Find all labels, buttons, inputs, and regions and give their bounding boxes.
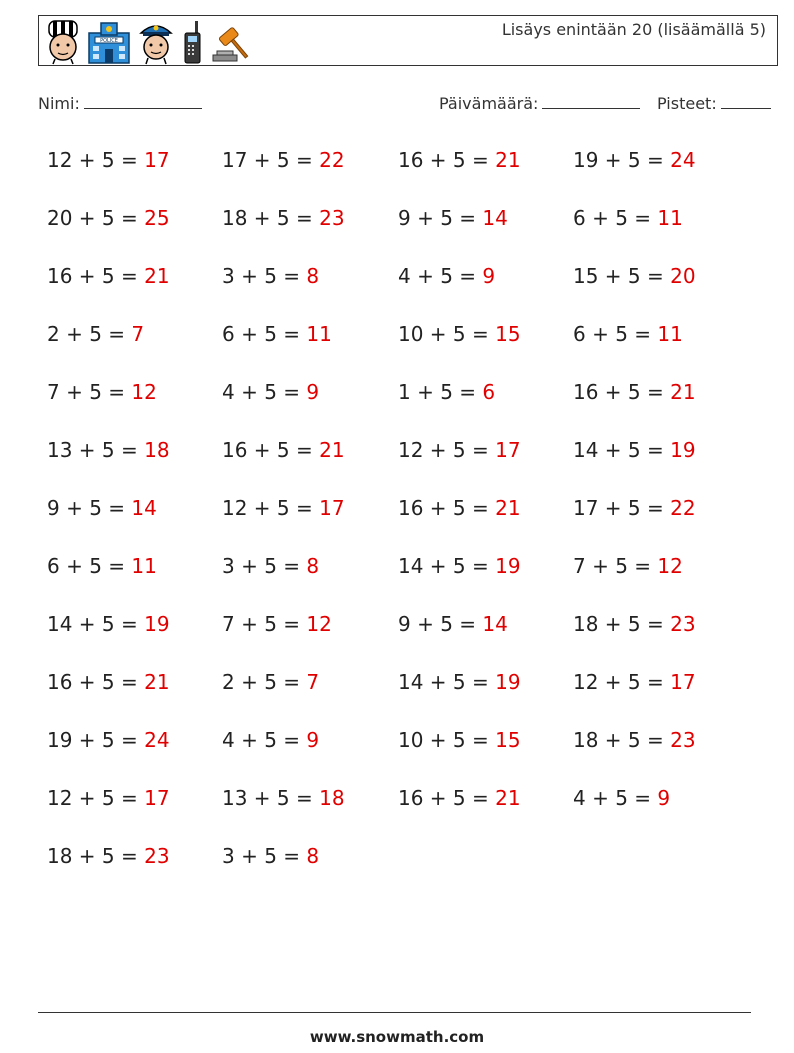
problem-question: 16 + 5 =	[222, 438, 313, 462]
problem-answer: 17	[495, 438, 521, 462]
footer-site: www.snowmath.com	[309, 1028, 485, 1046]
police-sign-text: POLICE	[100, 38, 118, 44]
problem-question: 6 + 5 =	[573, 206, 652, 230]
problem-item	[222, 670, 319, 694]
problem-answer: 19	[144, 612, 170, 636]
problem-item	[573, 612, 696, 636]
problem-question: 3 + 5 =	[222, 264, 301, 288]
problem-answer: 11	[131, 554, 157, 578]
problem-answer: 23	[670, 728, 696, 752]
problem-answer: 19	[670, 438, 696, 462]
problem-item	[47, 786, 170, 810]
problem-answer: 21	[144, 670, 170, 694]
problem-question: 6 + 5 =	[47, 554, 126, 578]
problem-question: 18 + 5 =	[573, 728, 664, 752]
problem-answer: 12	[131, 380, 157, 404]
problem-item	[573, 786, 670, 810]
problem-question: 12 + 5 =	[398, 438, 489, 462]
problem-question: 18 + 5 =	[222, 206, 313, 230]
problem-answer: 21	[495, 148, 521, 172]
problem-item	[222, 380, 319, 404]
problem-item	[573, 670, 696, 694]
problem-question: 3 + 5 =	[222, 554, 301, 578]
problem-question: 7 + 5 =	[573, 554, 652, 578]
problem-question: 12 + 5 =	[573, 670, 664, 694]
name-blank[interactable]	[84, 94, 202, 109]
problem-answer: 17	[670, 670, 696, 694]
problem-answer: 23	[144, 844, 170, 868]
problem-question: 12 + 5 =	[47, 786, 138, 810]
problem-answer: 8	[306, 264, 320, 288]
problem-question: 9 + 5 =	[398, 206, 477, 230]
problem-answer: 15	[495, 728, 521, 752]
date-field	[439, 94, 640, 113]
problem-answer: 14	[482, 206, 508, 230]
problem-answer: 21	[495, 786, 521, 810]
problem-answer: 11	[657, 322, 683, 346]
problem-item	[222, 322, 332, 346]
problem-question: 12 + 5 =	[222, 496, 313, 520]
problem-answer: 9	[657, 786, 671, 810]
problem-answer: 23	[319, 206, 345, 230]
walkie-talkie-icon	[181, 19, 203, 65]
problem-item	[222, 844, 319, 868]
gavel-icon	[209, 19, 257, 65]
problem-question: 4 + 5 =	[398, 264, 477, 288]
problem-question: 4 + 5 =	[573, 786, 652, 810]
problem-item	[47, 728, 170, 752]
prisoner-icon	[45, 19, 81, 65]
problem-item	[573, 438, 696, 462]
problem-answer: 8	[306, 844, 320, 868]
problem-answer: 21	[144, 264, 170, 288]
problem-question: 7 + 5 =	[222, 612, 301, 636]
worksheet-header	[38, 15, 778, 66]
problem-item	[222, 786, 345, 810]
problem-item	[222, 612, 332, 636]
problem-item	[398, 554, 521, 578]
problem-question: 6 + 5 =	[573, 322, 652, 346]
problem-item	[47, 264, 170, 288]
problem-answer: 9	[306, 380, 320, 404]
problem-answer: 17	[319, 496, 345, 520]
problem-answer: 24	[670, 148, 696, 172]
problem-item	[573, 380, 696, 404]
problem-item	[398, 670, 521, 694]
problem-question: 13 + 5 =	[222, 786, 313, 810]
date-label: Päivämäärä:	[439, 94, 539, 113]
problem-answer: 9	[306, 728, 320, 752]
problem-answer: 11	[306, 322, 332, 346]
problem-answer: 6	[482, 380, 496, 404]
problem-question: 10 + 5 =	[398, 728, 489, 752]
problem-item	[573, 264, 696, 288]
problem-answer: 11	[657, 206, 683, 230]
problem-item	[47, 554, 157, 578]
problem-answer: 12	[306, 612, 332, 636]
problem-item	[398, 264, 495, 288]
worksheet-title: Lisäys enintään 20 (lisäämällä 5)	[501, 20, 766, 39]
problem-item	[398, 612, 508, 636]
problem-answer: 22	[670, 496, 696, 520]
problem-question: 2 + 5 =	[222, 670, 301, 694]
problem-item	[47, 380, 157, 404]
problem-answer: 7	[306, 670, 320, 694]
problem-question: 14 + 5 =	[47, 612, 138, 636]
problem-answer: 18	[319, 786, 345, 810]
problem-question: 19 + 5 =	[47, 728, 138, 752]
problem-question: 14 + 5 =	[573, 438, 664, 462]
header-icons	[45, 19, 257, 65]
problem-answer: 12	[657, 554, 683, 578]
problem-item	[573, 148, 696, 172]
police-station-icon	[87, 19, 131, 65]
score-label: Pisteet:	[657, 94, 717, 113]
problem-answer: 20	[670, 264, 696, 288]
problem-answer: 17	[144, 786, 170, 810]
footer-divider	[38, 1012, 751, 1013]
problem-question: 14 + 5 =	[398, 554, 489, 578]
problem-question: 19 + 5 =	[573, 148, 664, 172]
problem-answer: 22	[319, 148, 345, 172]
problem-item	[222, 496, 345, 520]
problem-item	[47, 844, 170, 868]
problem-item	[47, 612, 170, 636]
problem-item	[47, 206, 170, 230]
problem-item	[573, 554, 683, 578]
problem-question: 16 + 5 =	[398, 148, 489, 172]
problem-question: 16 + 5 =	[398, 786, 489, 810]
problem-item	[573, 496, 696, 520]
problem-question: 3 + 5 =	[222, 844, 301, 868]
problem-question: 16 + 5 =	[573, 380, 664, 404]
problem-answer: 15	[495, 322, 521, 346]
problem-question: 9 + 5 =	[47, 496, 126, 520]
problem-item	[398, 496, 521, 520]
problem-item	[398, 786, 521, 810]
problem-answer: 9	[482, 264, 496, 288]
problem-question: 15 + 5 =	[573, 264, 664, 288]
problem-item	[398, 322, 521, 346]
problem-question: 16 + 5 =	[398, 496, 489, 520]
problem-answer: 14	[131, 496, 157, 520]
problem-item	[222, 206, 345, 230]
problem-answer: 19	[495, 554, 521, 578]
problem-question: 6 + 5 =	[222, 322, 301, 346]
problem-item	[47, 438, 170, 462]
problem-question: 10 + 5 =	[398, 322, 489, 346]
problem-item	[398, 728, 521, 752]
problem-question: 14 + 5 =	[398, 670, 489, 694]
name-field	[38, 94, 202, 113]
problem-answer: 21	[495, 496, 521, 520]
problem-item	[398, 380, 495, 404]
problem-question: 2 + 5 =	[47, 322, 126, 346]
problem-answer: 21	[670, 380, 696, 404]
problem-question: 7 + 5 =	[47, 380, 126, 404]
problem-question: 17 + 5 =	[573, 496, 664, 520]
problem-answer: 14	[482, 612, 508, 636]
problem-item	[398, 438, 521, 462]
problem-answer: 25	[144, 206, 170, 230]
problem-question: 17 + 5 =	[222, 148, 313, 172]
score-blank[interactable]	[721, 94, 771, 109]
score-field	[657, 94, 771, 113]
problem-item	[398, 206, 508, 230]
problem-question: 18 + 5 =	[573, 612, 664, 636]
problem-item	[47, 496, 157, 520]
problem-question: 12 + 5 =	[47, 148, 138, 172]
problem-question: 9 + 5 =	[398, 612, 477, 636]
problem-question: 16 + 5 =	[47, 264, 138, 288]
problem-item	[222, 148, 345, 172]
problem-answer: 21	[319, 438, 345, 462]
problem-question: 4 + 5 =	[222, 380, 301, 404]
problem-item	[222, 728, 319, 752]
problem-item	[398, 148, 521, 172]
police-officer-icon	[137, 19, 175, 65]
problem-item	[47, 322, 144, 346]
problem-item	[222, 264, 319, 288]
problem-answer: 18	[144, 438, 170, 462]
problem-item	[573, 206, 683, 230]
date-blank[interactable]	[542, 94, 640, 109]
problem-item	[47, 670, 170, 694]
problem-question: 13 + 5 =	[47, 438, 138, 462]
problem-answer: 17	[144, 148, 170, 172]
problem-question: 1 + 5 =	[398, 380, 477, 404]
problem-question: 18 + 5 =	[47, 844, 138, 868]
name-label: Nimi:	[38, 94, 80, 113]
problem-answer: 7	[131, 322, 145, 346]
problem-answer: 23	[670, 612, 696, 636]
problem-answer: 8	[306, 554, 320, 578]
problem-item	[573, 322, 683, 346]
problem-question: 4 + 5 =	[222, 728, 301, 752]
problem-item	[573, 728, 696, 752]
problem-answer: 24	[144, 728, 170, 752]
problem-item	[222, 438, 345, 462]
problem-question: 20 + 5 =	[47, 206, 138, 230]
problem-item	[222, 554, 319, 578]
problem-item	[47, 148, 170, 172]
problem-question: 16 + 5 =	[47, 670, 138, 694]
problem-answer: 19	[495, 670, 521, 694]
